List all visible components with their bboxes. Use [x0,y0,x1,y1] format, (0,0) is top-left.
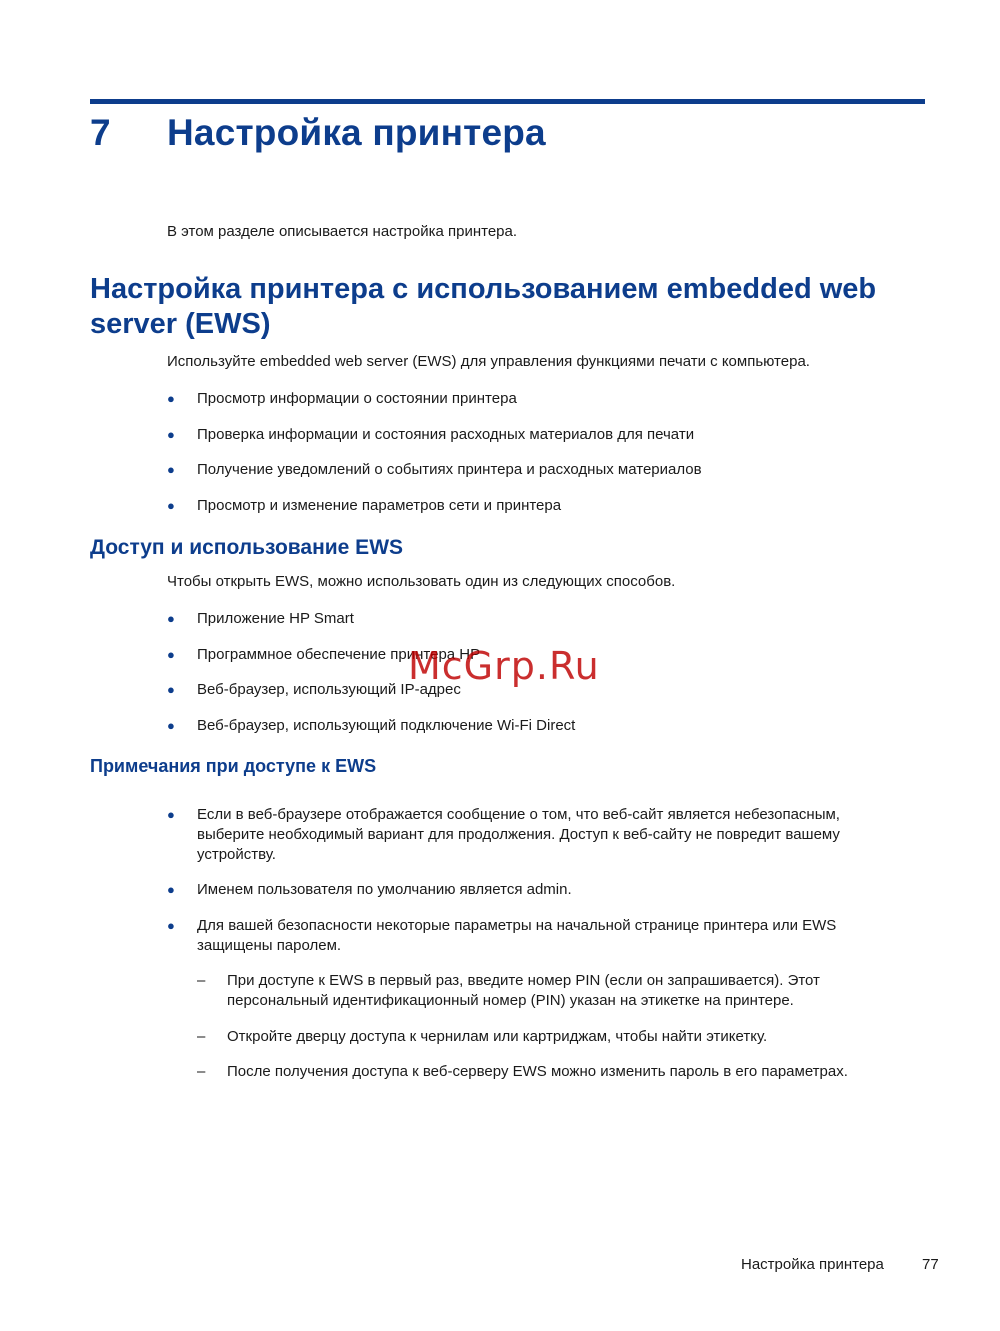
bullet-marker: ● [167,807,175,822]
list-item: ● Веб-браузер, использующий IP-адрес [167,681,461,698]
list-item: ● Для вашей безопасности некоторые параметры на начальной странице принтера или EWS защищены паролем. [167,917,837,954]
section-lead-ews-setup: Используйте embedded web server (EWS) для управления функциями печати с компьютера. [167,353,810,370]
bullet-marker: ● [167,682,175,697]
list-item: ● Просмотр и изменение параметров сети и принтера [167,497,562,514]
bullet-marker: ● [167,611,175,626]
watermark: McGrp.Ru [408,644,600,688]
section-heading-ews-notes: Примечания при доступе к EWS [90,756,377,776]
chapter-heading [90,112,546,154]
list-item: ● Проверка информации и состояния расходных материалов для печати [167,426,695,443]
dash-marker: – [197,972,206,989]
bullet-marker: ● [167,718,175,733]
footer-section-title: Настройка принтера [741,1256,884,1273]
chapter-title: Настройка принтера [167,112,546,153]
list-item: ● Приложение HP Smart [167,610,354,627]
dash-marker: – [197,1028,206,1045]
list-item: ● Если в веб-браузере отображается сообщение о том, что веб-сайт является небезопасным, выберите необходимый вариант для продолжения. Доступ к веб-сайту не повредит вашему устройству. [167,806,840,863]
bullet-marker: ● [167,918,175,933]
list-item: ● Веб-браузер, использующий подключение Wi-Fi Direct [167,717,576,734]
sub-list-item: – При доступе к EWS в первый раз, введите номер PIN (если он запрашивается). Этот персональный идентификационный номер (PIN) указан на этикетке на принтере. [197,972,820,1009]
sub-list-item: – После получения доступа к веб-серверу EWS можно изменить пароль в его параметрах. [197,1063,848,1080]
section-heading-ews-access: Доступ и использование EWS [90,536,404,559]
bullet-marker: ● [167,647,175,662]
section-heading-ews-setup: Настройка принтера с использованием embedded web server (EWS) [90,273,877,340]
bullet-marker: ● [167,462,175,477]
list-item: ● Просмотр информации о состоянии принтера [167,390,517,407]
chapter-number: 7 [90,112,111,153]
list-item: ● Именем пользователя по умолчанию является admin. [167,881,572,898]
chapter-intro: В этом разделе описывается настройка принтера. [167,223,518,240]
chapter-rule [90,99,925,104]
list-item: ● Программное обеспечение принтера HP [167,646,481,663]
bullet-marker: ● [167,882,175,897]
list-item: ● Получение уведомлений о событиях принтера и расходных материалов [167,461,702,478]
bullet-marker: ● [167,427,175,442]
page-number: 77 [922,1256,939,1273]
section-lead-ews-access: Чтобы открыть EWS, можно использовать один из следующих способов. [167,573,676,590]
sub-list-item: – Откройте дверцу доступа к чернилам или картриджам, чтобы найти этикетку. [197,1028,768,1045]
bullet-marker: ● [167,498,175,513]
bullet-marker: ● [167,391,175,406]
dash-marker: – [197,1063,206,1080]
